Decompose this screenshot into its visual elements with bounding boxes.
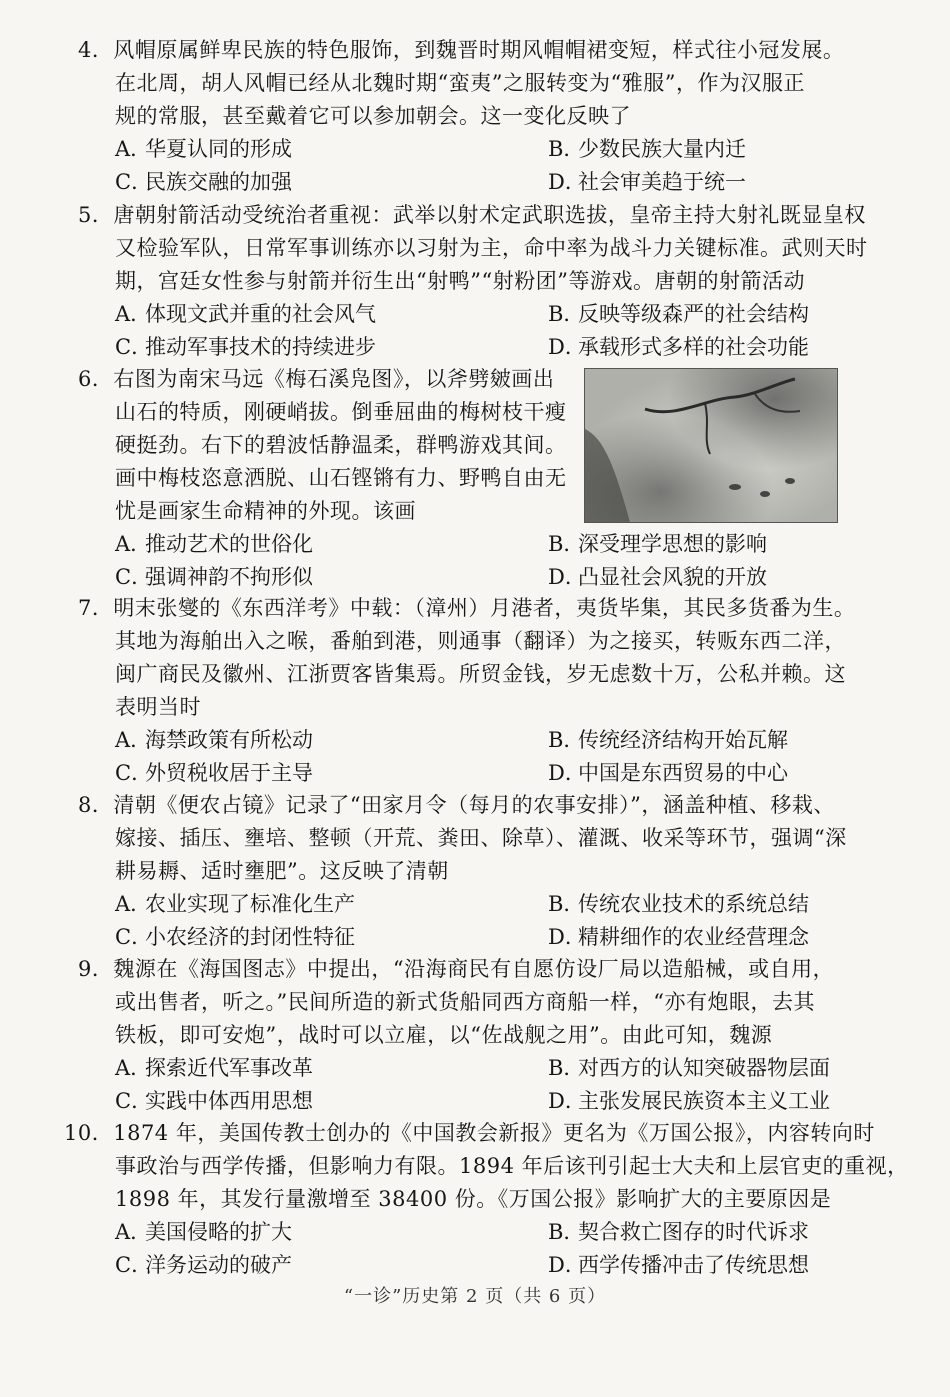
question-text-line: 或出售者，听之。”民间所造的新式货船同西方商船一样，“亦有炮眼，去其 xyxy=(115,990,815,1014)
question-text-line: 表明当时 xyxy=(115,695,201,719)
option-a[interactable]: A．探索近代军事改革 xyxy=(115,1056,313,1080)
question-text-line: 画中梅枝恣意洒脱、山石铿锵有力、野鸭自由无 xyxy=(115,466,567,490)
question-4 xyxy=(78,34,878,199)
options-row xyxy=(78,921,878,954)
question-text-line: 又检验军队，日常军事训练亦以习射为主，命中率为战斗力关键标准。武则天时 xyxy=(115,236,868,260)
question-text-line: 事政治与西学传播，但影响力有限。1894 年后该刊引起士大夫和上层官吏的重视， xyxy=(115,1154,909,1178)
question-text-line: 嫁接、插压、壅培、整顿（开荒、粪田、除草）、灌溉、收采等环节，强调“深 xyxy=(115,826,847,850)
question-text-line: 铁板，即可安炮”，战时可以立雇，以“佐战舰之用”。由此可知，魏源 xyxy=(115,1023,773,1047)
options-row xyxy=(78,724,878,757)
option-d[interactable]: D．社会审美趋于统一 xyxy=(548,170,746,194)
options-row xyxy=(78,133,878,166)
option-b[interactable]: B．反映等级森严的社会结构 xyxy=(548,302,809,326)
options-row xyxy=(78,1052,878,1085)
option-a[interactable]: A．华夏认同的形成 xyxy=(115,137,292,161)
question-text-line: 耕易耨、适时壅肥”。这反映了清朝 xyxy=(115,859,449,883)
question-text-line: 山石的特质，刚硬峭拔。倒垂屈曲的梅树枝干瘦 xyxy=(115,400,567,424)
options-row xyxy=(78,1216,864,1249)
question-10 xyxy=(64,1117,909,1282)
question-7 xyxy=(78,592,878,790)
option-b[interactable]: B．对西方的认知突破器物层面 xyxy=(548,1056,830,1080)
option-d[interactable]: D．承载形式多样的社会功能 xyxy=(548,335,809,359)
question-text-line: 忧是画家生命精神的外现。该画 xyxy=(115,499,416,523)
options-row xyxy=(78,166,878,199)
option-c[interactable]: C．推动军事技术的持续进步 xyxy=(115,335,376,359)
option-c[interactable]: C．洋务运动的破产 xyxy=(115,1253,292,1277)
option-d[interactable]: D．精耕细作的农业经营理念 xyxy=(548,925,809,949)
question-text-line: 5．唐朝射箭活动受统治者重视：武举以射术定武职选拔，皇帝主持大射礼既显皇权 xyxy=(78,203,866,227)
option-a[interactable]: A．体现文武并重的社会风气 xyxy=(115,302,376,326)
plum-branch-drawing xyxy=(585,369,837,522)
options-row xyxy=(78,1249,864,1282)
question-text-line: 其地为海舶出入之喉，番舶到港，则通事（翻译）为之接买，转贩东西二洋， xyxy=(115,629,846,653)
option-a[interactable]: A．海禁政策有所松动 xyxy=(115,728,313,752)
question-text-line: 闽广商民及徽州、江浙贾客皆集焉。所贸金钱，岁无虑数十万，公私并赖。这 xyxy=(115,662,846,686)
question-text-line: 规的常服，甚至戴着它可以参加朝会。这一变化反映了 xyxy=(115,104,631,128)
page-footer: “一诊”历史第 2 页（共 6 页） xyxy=(343,1286,607,1307)
option-a[interactable]: A．美国侵略的扩大 xyxy=(115,1220,292,1244)
options-row xyxy=(78,757,878,790)
question-text-line: 7．明末张燮的《东西洋考》中载：（漳州）月港者，夷货毕集，其民多货番为生。 xyxy=(78,596,856,620)
option-c[interactable]: C．小农经济的封闭性特征 xyxy=(115,925,355,949)
option-b[interactable]: B．契合救亡图存的时代诉求 xyxy=(548,1220,809,1244)
question-text-line: 10．1874 年，美国传教士创办的《中国教会新报》更名为《万国公报》，内容转向时 xyxy=(64,1121,875,1145)
option-c[interactable]: C．强调神韵不拘形似 xyxy=(115,565,313,589)
question-text-line: 在北周，胡人风帽已经从北魏时期“蛮夷”之服转变为“雅服”，作为汉服正 xyxy=(115,71,805,95)
option-a[interactable]: A．推动艺术的世俗化 xyxy=(115,532,313,556)
question-text-line: 6．右图为南宋马远《梅石溪凫图》，以斧劈皴画出 xyxy=(78,367,555,391)
option-b[interactable]: B．少数民族大量内迁 xyxy=(548,137,746,161)
option-b[interactable]: B．传统农业技术的系统总结 xyxy=(548,892,809,916)
question-text-line: 8．清朝《便农占镜》记录了“田家月令（每月的农事安排）”，涵盖种植、移栽、 xyxy=(78,793,835,817)
options-row xyxy=(78,888,878,921)
question-9 xyxy=(78,953,878,1118)
options-row xyxy=(78,331,878,364)
option-d[interactable]: D．凸显社会风貌的开放 xyxy=(548,565,767,589)
painting-image xyxy=(584,368,838,523)
question-8 xyxy=(78,789,878,954)
options-row xyxy=(78,1085,878,1118)
option-b[interactable]: B．深受理学思想的影响 xyxy=(548,532,767,556)
question-text-line: 期，宫廷女性参与射箭并衍生出“射鸭”“射粉团”等游戏。唐朝的射箭活动 xyxy=(115,269,805,293)
options-row xyxy=(78,298,878,331)
question-text-line: 1898 年，其发行量激增至 38400 份。《万国公报》影响扩大的主要原因是 xyxy=(115,1187,832,1211)
options-row xyxy=(78,561,878,594)
option-d[interactable]: D．西学传播冲击了传统思想 xyxy=(548,1253,809,1277)
question-5 xyxy=(78,199,878,364)
option-b[interactable]: B．传统经济结构开始瓦解 xyxy=(548,728,788,752)
option-c[interactable]: C．外贸税收居于主导 xyxy=(115,761,313,785)
option-a[interactable]: A．农业实现了标准化生产 xyxy=(115,892,355,916)
question-text-line: 9．魏源在《海国图志》中提出，“沿海商民有自愿仿设厂局以造船械，或自用， xyxy=(78,957,835,981)
question-text-line: 硬挺劲。右下的碧波恬静温柔，群鸭游戏其间。 xyxy=(115,433,567,457)
option-d[interactable]: D．中国是东西贸易的中心 xyxy=(548,761,788,785)
option-c[interactable]: C．实践中体西用思想 xyxy=(115,1089,313,1113)
options-row xyxy=(78,528,878,561)
question-text-line: 4．风帽原属鲜卑民族的特色服饰，到魏晋时期风帽帽裙变短，样式往小冠发展。 xyxy=(78,38,845,62)
option-d[interactable]: D．主张发展民族资本主义工业 xyxy=(548,1089,830,1113)
option-c[interactable]: C．民族交融的加强 xyxy=(115,170,292,194)
